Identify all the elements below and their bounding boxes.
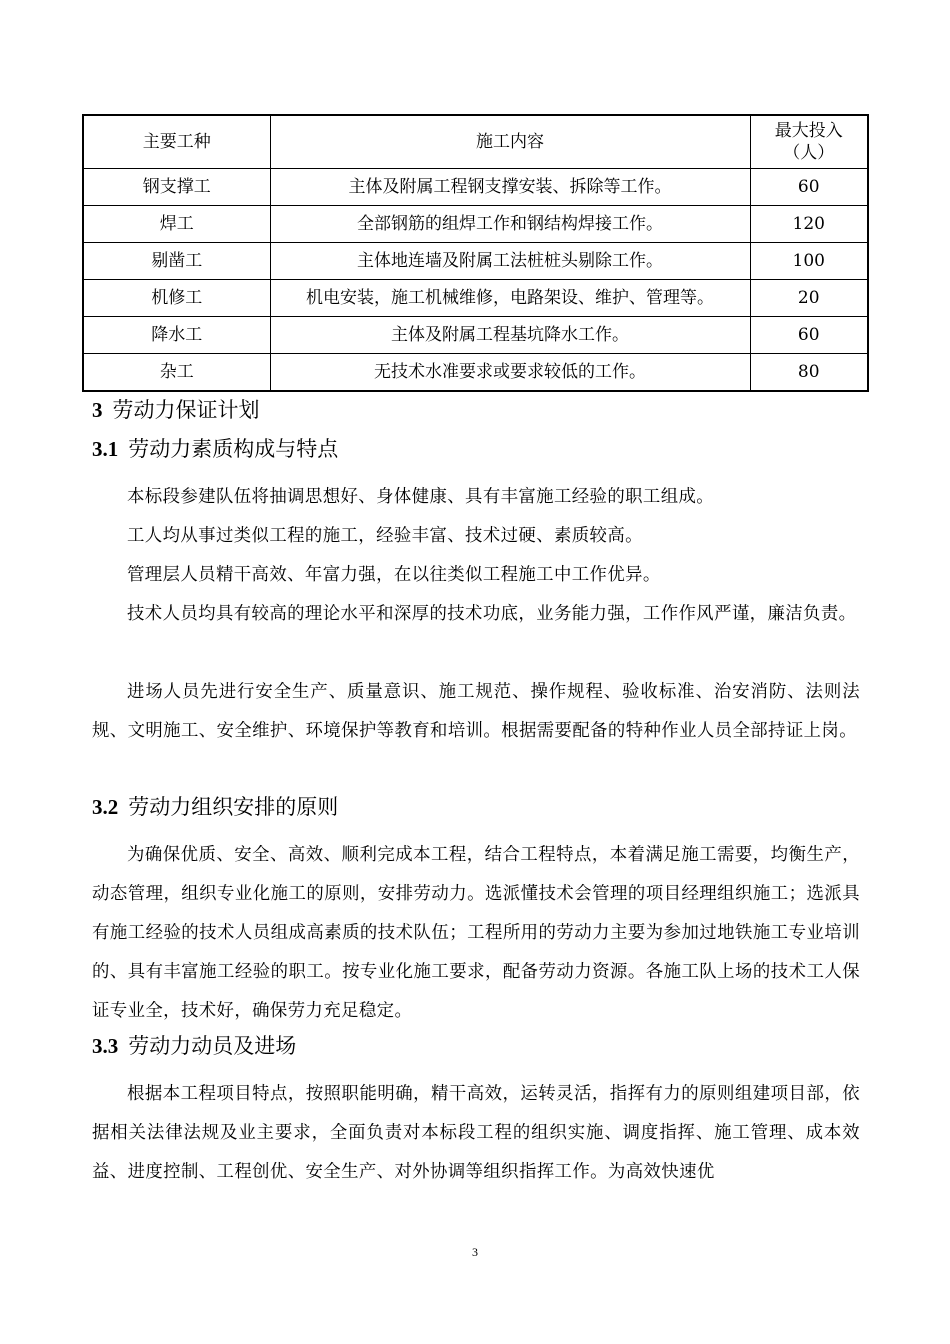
section-number: 3 <box>92 398 103 422</box>
section-number: 3.2 <box>92 795 119 819</box>
cell-content: 主体地连墙及附属工法桩桩头剔除工作。 <box>270 243 750 280</box>
cell-max: 60 <box>750 317 868 354</box>
section-number: 3.3 <box>92 1034 119 1058</box>
cell-content: 机电安装，施工机械维修，电路架设、维护、管理等。 <box>270 280 750 317</box>
paragraph: 为确保优质、安全、高效、顺利完成本工程，结合工程特点，本着满足施工需要，均衡生产，动态管理，组织专业化施工的原则，安排劳动力。选派懂技术会管理的项目经理组织施工；选派具有施工经验的技术人员组成高素质的技术队伍；工程所用的劳动力主要为参加过地铁施工专业培训的、具有丰富施工经验的职工。按专业化施工要求，配备劳动力资源。各施工队上场的技术工人保证专业全，技术好，确保劳力充足稳定。 <box>92 845 860 1021</box>
section-heading-3-1 <box>92 434 338 464</box>
labor-table <box>82 114 869 392</box>
table-row <box>83 243 868 280</box>
cell-trade: 钢支撑工 <box>83 169 270 206</box>
cell-content: 主体及附属工程钢支撑安装、拆除等工作。 <box>270 169 750 206</box>
cell-max: 60 <box>750 169 868 206</box>
section-heading-3 <box>92 395 260 425</box>
paragraph: 管理层人员精干高效、年富力强，在以往类似工程施工中工作优异。 <box>127 565 661 585</box>
header-max-line2: （人） <box>783 143 835 163</box>
paragraph: 本标段参建队伍将抽调思想好、身体健康、具有丰富施工经验的职工组成。 <box>127 487 715 507</box>
cell-trade: 杂工 <box>83 354 270 392</box>
cell-content: 主体及附属工程基坑降水工作。 <box>270 317 750 354</box>
header-max <box>750 115 868 169</box>
header-trade: 主要工种 <box>83 115 270 169</box>
section-heading-3-3 <box>92 1031 296 1061</box>
cell-max: 100 <box>750 243 868 280</box>
cell-trade: 焊工 <box>83 206 270 243</box>
header-max-line1: 最大投入 <box>774 121 843 141</box>
paragraph: 进场人员先进行安全生产、质量意识、施工规范、操作规程、验收标准、治安消防、法则法规、文明施工、安全维护、环境保护等教育和培训。根据需要配备的特种作业人员全部持证上岗。 <box>92 682 860 741</box>
table-row <box>83 280 868 317</box>
section-heading-3-2 <box>92 792 338 822</box>
table-row <box>83 169 868 206</box>
cell-content: 无技术水准要求或要求较低的工作。 <box>270 354 750 392</box>
section-title: 劳动力保证计划 <box>112 398 260 422</box>
table-row <box>83 354 868 392</box>
page-number: 3 <box>472 1245 478 1259</box>
header-content: 施工内容 <box>270 115 750 169</box>
cell-trade: 机修工 <box>83 280 270 317</box>
section-title: 劳动力组织安排的原则 <box>128 795 339 819</box>
paragraph: 技术人员均具有较高的理论水平和深厚的技术功底，业务能力强，工作作风严谨，廉洁负责。 <box>127 604 857 624</box>
paragraph: 根据本工程项目特点，按照职能明确，精干高效，运转灵活，指挥有力的原则组建项目部，依据相关法律法规及业主要求，全面负责对本标段工程的组织实施、调度指挥、施工管理、成本效益、进度控制、工程创优、安全生产、对外协调等组织指挥工作。为高效快速优 <box>92 1084 860 1182</box>
cell-max: 20 <box>750 280 868 317</box>
cell-max: 80 <box>750 354 868 392</box>
table-row <box>83 206 868 243</box>
cell-trade: 剔凿工 <box>83 243 270 280</box>
cell-trade: 降水工 <box>83 317 270 354</box>
cell-max: 120 <box>750 206 868 243</box>
cell-content: 全部钢筋的组焊工作和钢结构焊接工作。 <box>270 206 750 243</box>
section-title: 劳动力动员及进场 <box>128 1034 297 1058</box>
section-number: 3.1 <box>92 437 119 461</box>
paragraph: 工人均从事过类似工程的施工，经验丰富、技术过硬、素质较高。 <box>127 526 643 546</box>
section-title: 劳动力素质构成与特点 <box>128 437 339 461</box>
table-row <box>83 317 868 354</box>
table-header-row <box>83 115 868 169</box>
